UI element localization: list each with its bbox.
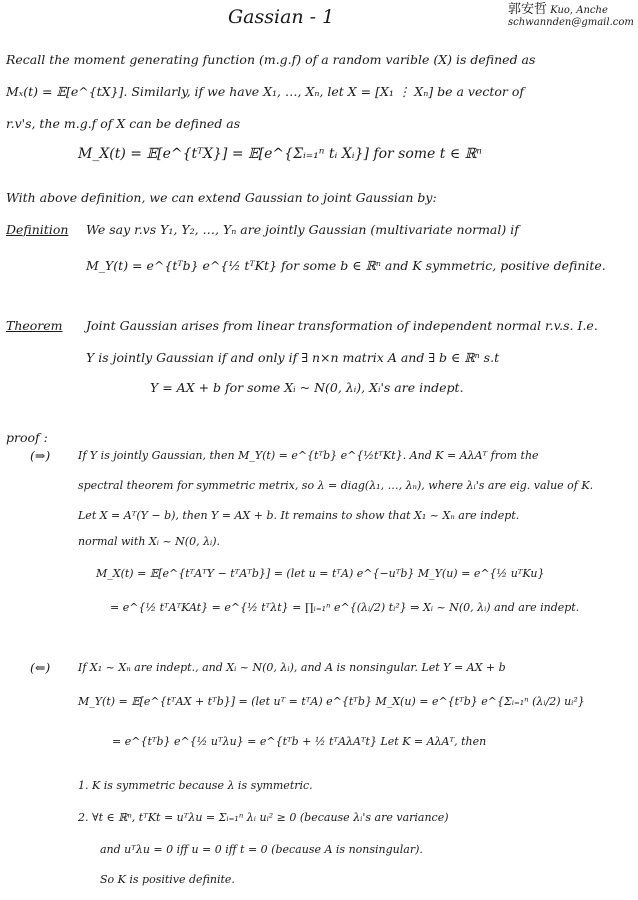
forward-direction-marker: (⇒) <box>30 448 51 463</box>
definition-lead: With above definition, we can extend Gaussian to joint Gaussian by: <box>6 190 437 205</box>
author-cjk-name: 郭安哲 <box>508 2 548 17</box>
backward-point-2: 2. ∀t ∈ ℝⁿ, tᵀKt = uᵀλu = Σᵢ₌₁ⁿ λᵢ uᵢ² ≥ 0 (because λᵢ's are variance) <box>78 811 449 824</box>
definition-line-1: We say r.vs Y₁, Y₂, …, Yₙ are jointly Gaussian (multivariate normal) if <box>86 222 519 237</box>
forward-line-5: M_X(t) = 𝔼[e^{tᵀAᵀY − tᵀAᵀb}] = (let u = tᵀA) e^{−uᵀb} M_Y(u) = e^{½ uᵀKu} <box>96 567 545 580</box>
forward-line-4: normal with Xᵢ ~ N(0, λᵢ). <box>78 535 221 548</box>
author-block <box>508 4 634 29</box>
definition-line-2: M_Y(t) = e^{tᵀb} e^{½ tᵀKt} for some b ∈ ℝⁿ and K symmetric, positive definite. <box>86 258 606 273</box>
definition-label: Definition <box>6 222 69 237</box>
theorem-line-2: Y is jointly Gaussian if and only if ∃ n×n matrix A and ∃ b ∈ ℝⁿ s.t <box>86 350 500 365</box>
theorem-line-1: Joint Gaussian arises from linear transformation of independent normal r.v.s. I.e. <box>86 318 598 333</box>
backward-point-4: So K is positive definite. <box>100 873 235 886</box>
backward-point-3: and uᵀλu = 0 iff u = 0 iff t = 0 (because A is nonsingular). <box>100 843 423 856</box>
forward-line-1: If Y is jointly Gaussian, then M_Y(t) = e^{tᵀb} e^{½tᵀKt}. And K = AλAᵀ from the <box>78 449 539 462</box>
intro-mgf-formula: M_X(t) = 𝔼[e^{tᵀX}] = 𝔼[e^{Σᵢ₌₁ⁿ tᵢ Xᵢ}] for some t ∈ ℝⁿ <box>78 146 482 162</box>
forward-line-3: Let X = Aᵀ(Y − b), then Y = AX + b. It remains to show that X₁ ~ Xₙ are indept. <box>78 509 520 522</box>
backward-line-1: If X₁ ~ Xₙ are indept., and Xᵢ ~ N(0, λᵢ), and A is nonsingular. Let Y = AX + b <box>78 661 506 674</box>
author-name: Kuo, Anche <box>550 5 608 16</box>
intro-line-1: Recall the moment generating function (m.g.f) of a random varible (X) is defined as <box>6 52 536 67</box>
backward-direction-marker: (⇐) <box>30 660 51 675</box>
backward-line-2: M_Y(t) = 𝔼[e^{tᵀAX + tᵀb}] = (let uᵀ = tᵀA) e^{tᵀb} M_X(u) = e^{tᵀb} e^{Σᵢ₌₁ⁿ (λᵢ/2) uᵢ²} <box>78 695 585 708</box>
author-email: schwannden@gmail.com <box>508 17 634 28</box>
backward-line-3: = e^{tᵀb} e^{½ uᵀλu} = e^{tᵀb + ½ tᵀAλAᵀt} Let K = AλAᵀ, then <box>112 735 487 748</box>
proof-label: proof : <box>6 430 48 445</box>
forward-line-2: spectral theorem for symmetric metrix, so λ = diag(λ₁, …, λₙ), where λᵢ's are eig. value of K. <box>78 479 594 492</box>
intro-line-3: r.v's, the m.g.f of X can be defined as <box>6 116 241 131</box>
intro-line-2: Mₓ(t) = 𝔼[e^{tX}]. Similarly, if we have X₁, …, Xₙ, let X = [X₁ ⋮ Xₙ] be a vector of <box>6 84 525 99</box>
backward-point-1: 1. K is symmetric because λ is symmetric. <box>78 779 313 792</box>
forward-line-6: = e^{½ tᵀAᵀKAt} = e^{½ tᵀλt} = ∏ᵢ₌₁ⁿ e^{(λᵢ/2) tᵢ²} ⇒ Xᵢ ~ N(0, λᵢ) and are indept. <box>110 601 580 614</box>
theorem-line-3: Y = AX + b for some Xᵢ ~ N(0, λᵢ), Xᵢ's are indept. <box>150 380 464 395</box>
theorem-label: Theorem <box>6 318 63 333</box>
page-title: Gassian - 1 <box>228 6 335 28</box>
